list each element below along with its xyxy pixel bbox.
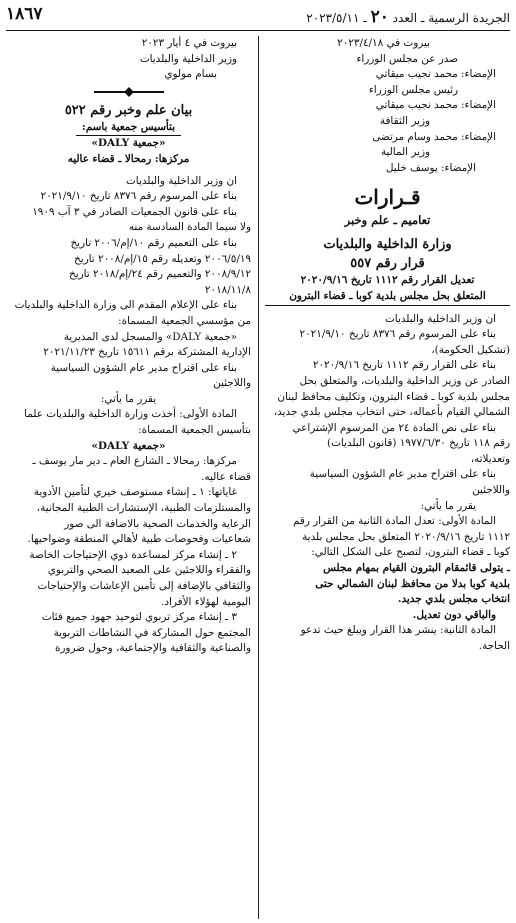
text-line: الرعاية والخدمات الصحية بالاضافة الى صور	[64, 517, 251, 530]
text-line: اليومية لهؤلاء الأفراد.	[161, 595, 251, 608]
text-line: بناء على قانون الجمعيات الصادر في ٣ آب ١٩٠٩	[32, 205, 237, 218]
text-line: انتخاب مجلس بلدي جديد.	[397, 593, 510, 606]
text-line: «جمعية DALY» والمسجل لدى المديرية	[63, 330, 237, 343]
text-line: ١١١٢ تاريخ ٢٠٢٠/٩/١٦ المتعلق بحل مجلس بلدية	[302, 530, 510, 543]
signature: الإمضاء: يوسف خليل	[385, 161, 476, 174]
text-line: واللاجئين	[213, 377, 251, 390]
decision-amend-line: تعديل القرار رقم ١١١٢ تاريخ ٢٠٢٠/٩/١٦	[300, 274, 475, 287]
text-line: المادة الأولى: تعدل المادة الثانية من القرار رقم	[292, 515, 496, 528]
text-line: واللاجئين	[472, 484, 510, 497]
title: رئيس مجلس الوزراء	[368, 83, 458, 96]
text-line: ٢٠٠٨/٩/١٢ والتعميم رقم ٢٤/إم/٢٠١٨ تاريخ	[69, 268, 251, 281]
title: وزير الداخلية والبلديات	[139, 52, 237, 65]
issue-number: ٢٠	[370, 7, 389, 27]
text-line: من مؤسسي الجمعية المسماة:	[118, 314, 251, 327]
circulars-heading: تعاميم ـ علم وخبر	[344, 213, 431, 228]
text-line: المجتمع حول المشاركة في النشاطات التربوية	[53, 626, 251, 639]
text-line: ان وزير الداخلية والبلديات	[126, 174, 237, 187]
left-column	[6, 36, 251, 919]
decisions-heading: قـرارات	[354, 185, 421, 210]
text-line: شعاعيات وفحوصات طبية لأهالي المنطقة وضواحيها.	[27, 533, 251, 546]
text-line: ٣ ـ إنشاء مركز تربوي لتوحيد جهود جميع فئات	[41, 611, 237, 624]
text-line: بناء على اقتراح مدير عام الشؤون السياسية	[309, 468, 496, 481]
right-column	[265, 36, 510, 919]
text-line: والصناعية والثقافية والإجتماعية، وحول ضرورة	[54, 642, 251, 655]
text-line: وتعديلاته،	[470, 452, 510, 465]
title: وزير الثقافة	[379, 114, 430, 127]
text-line: (تشكيل الحكومة)،	[431, 343, 510, 356]
text-line: بناء على نص المادة ٢٤ من المرسوم الإشتراعي	[292, 421, 496, 434]
ministry-heading: وزارة الداخلية والبلديات	[323, 237, 452, 253]
text-line: المادة الأولى: أخذت وزارة الداخلية والبلديات علما	[24, 408, 237, 421]
page-header	[6, 4, 510, 31]
text-line: والفقراء واللاجئين على الصعيد الصحي والتربوي	[47, 564, 251, 577]
text-line: بتأسيس الجمعية المسماة:	[138, 424, 251, 437]
text-line: الإدارية المشتركة برقم ١٥٦١١ تاريخ ٢٠٢١/١١/٢٣	[43, 346, 251, 359]
text-line: «جمعية DALY»	[91, 439, 166, 452]
text-line: يقرر ما يأتي:	[100, 392, 157, 405]
decision-number: قرار رقم ٥٥٧	[350, 256, 425, 272]
text-line: الحاجة.	[478, 640, 510, 652]
text-line: والمستلزمات الطبية، الإستشارات الطبية المجانية،	[36, 502, 251, 515]
text-line: بناء على التعميم رقم ١٠/إم/٢٠٠٦ تاريخ	[70, 236, 237, 249]
title: وزير المالية	[380, 146, 430, 159]
place-date: بيروت في ٢٠٢٣/٤/١٨	[337, 37, 430, 49]
text-line: والثقافي بالإضافة إلى تأمين الإعاشات والإحتياجات	[37, 580, 251, 592]
text-line: بناء على القرار رقم ١١١٢ تاريخ ٢٠٢٠/٩/١٦	[312, 359, 496, 372]
text-line: مجلس بلدية كوبا ـ قضاء البترون، وتكليف محافظ لبنان	[277, 390, 510, 403]
text-line: قضاء عاليه.	[201, 470, 251, 483]
text-line: كوبا ـ قضاء البترون، لتصبح على الشكل التالي:	[311, 546, 510, 559]
column-divider	[258, 36, 259, 919]
text-line: بناء على اقتراح مدير عام الشؤون السياسية	[50, 361, 237, 374]
decision-subject: المتعلق بحل مجلس بلدية كوبا ـ قضاء البترون	[265, 289, 510, 306]
issue-date: ـ ٢٠٢٣/٥/١١	[306, 11, 367, 25]
page-number: ١٨٦٧	[6, 4, 43, 24]
text-line: ان وزير الداخلية والبلديات	[385, 312, 496, 325]
text-line: ٢ ـ إنشاء مركز لمساعدة ذوي الإحتياجات الخاصة	[29, 548, 237, 561]
text-line: بناء على المرسوم رقم ٨٣٧٦ تاريخ ٢٠٢١/٩/١٠	[40, 190, 237, 203]
text-line: يقرر ما يأتي:	[420, 499, 476, 512]
text-line: بناء على الإعلام المقدم الى وزارة الداخلية والبلديات	[14, 299, 237, 312]
place-date: بيروت في ٤ أيار ٢٠٢٣	[141, 37, 237, 49]
text-line: والباقي دون تعديل.	[412, 608, 496, 621]
notice-title: بيان علم وخبر رقم ٥٢٢	[64, 102, 193, 118]
text-line: مركزها: رمحالا ـ الشارع العام ـ دير مار يوسف ـ	[32, 455, 237, 468]
signature: الإمضاء: محمد نجيب ميقاتي	[375, 99, 496, 112]
text-line: ـ يتولى قائمقام البترون القيام بمهام مجلس	[323, 562, 510, 575]
text-line: بناء على المرسوم رقم ٨٣٧٦ تاريخ ٢٠٢١/٩/١٠	[299, 328, 496, 341]
text-line: بلدية كوبا بدلا من محافظ لبنان الشمالي حتى	[315, 577, 510, 590]
text-line: رقم ١١٨ تاريخ ١٩٧٧/٦/٣٠ (قانون البلديات)	[327, 437, 510, 450]
text-line: ٢٠١٨/١١/٨	[204, 283, 251, 296]
association-name: «جمعية DALY»	[91, 137, 166, 150]
gazette-header	[306, 7, 510, 27]
signature: الإمضاء: محمد وسام مرتضى	[372, 130, 496, 143]
hq-line: مركزها: رمحالا ـ قضاء عاليه	[67, 152, 190, 165]
text-line: ولا سيما المادة السادسة منه	[128, 221, 251, 234]
signature: الإمضاء: محمد نجيب ميقاتي	[375, 68, 496, 81]
text-line: الصادر عن وزير الداخلية والبلديات، والمتعلق بحل	[299, 374, 510, 387]
text-line: غاياتها: ١ ـ إنشاء مستوصف خيري لتأمين الأدوية	[33, 486, 237, 499]
text-line: المادة الثانية: ينشر هذا القرار ويبلغ حيث تدعو	[300, 624, 496, 637]
establish-line: بتأسيس جمعية باسم:	[76, 120, 181, 137]
text-line: الشمالي القيام بأعماله، حتى انتخاب مجلس بلدي جديد،	[273, 406, 510, 419]
signatory-name: بسام مولوي	[164, 68, 217, 81]
text-line: ٢٠٠٦/٥/١٩ وتعديله رقم ١٥/إم/٢٠٠٨ تاريخ	[74, 252, 251, 265]
gazette-name: الجريدة الرسمية ـ العدد	[392, 11, 510, 25]
issued-by: صدر عن مجلس الوزراء	[356, 52, 458, 65]
section-divider-ornament	[6, 86, 251, 98]
